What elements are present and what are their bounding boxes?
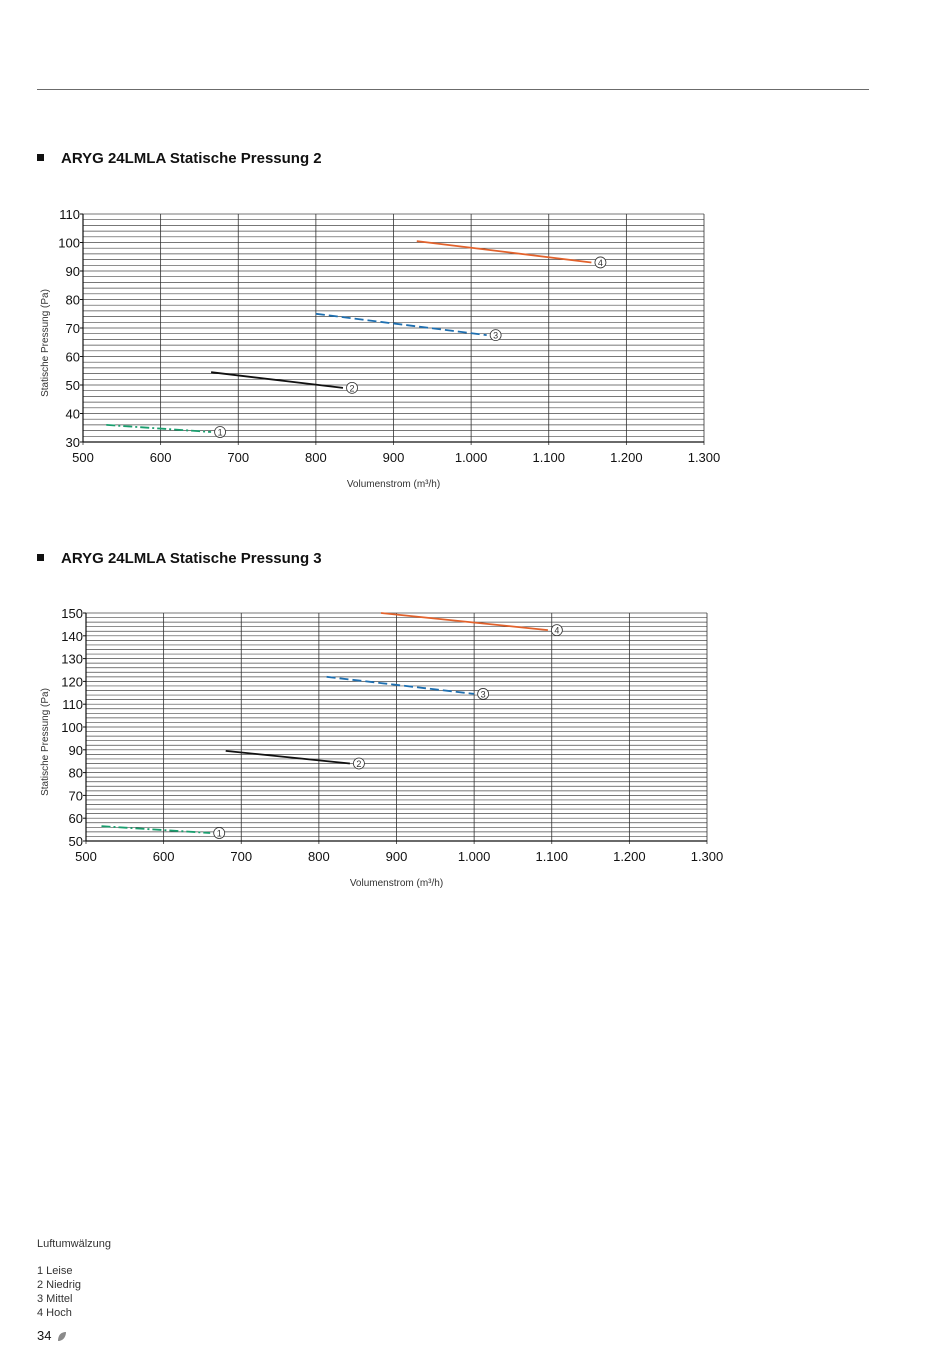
- chart-1: [40, 207, 720, 490]
- x-tick-label: 1.100: [532, 450, 566, 465]
- y-tick-label: 70: [68, 788, 83, 804]
- y-tick-label: 30: [65, 435, 80, 450]
- legend-item-4: 4 Hoch: [37, 1307, 72, 1319]
- y-tick-label: 120: [61, 674, 83, 690]
- legend: [37, 1237, 111, 1320]
- x-axis-label: Volumenstrom (m³/h): [346, 479, 441, 490]
- y-tick-label: 110: [59, 207, 80, 222]
- series-line-4: [381, 613, 548, 630]
- legend-item-3: 3 Mittel: [37, 1293, 73, 1305]
- x-tick-label: 1.200: [613, 849, 646, 864]
- series-label-4: 4: [597, 257, 603, 268]
- y-tick-label: 60: [68, 811, 83, 827]
- series-label-2: 2: [349, 383, 355, 394]
- x-tick-label: 1.000: [457, 849, 491, 864]
- y-tick-label: 80: [68, 765, 83, 781]
- series-line-2: [226, 751, 350, 764]
- section-title-2: ARYG 24LMLA Statische Pressung 3: [37, 550, 322, 567]
- y-tick-label: 40: [65, 406, 80, 422]
- y-tick-label: 90: [68, 742, 83, 758]
- x-tick-label: 1.300: [687, 450, 721, 465]
- page-number: 34: [37, 1328, 52, 1343]
- series-line-2: [211, 372, 343, 388]
- y-tick-label: 130: [61, 651, 83, 667]
- x-tick-label: 800: [305, 450, 327, 465]
- x-tick-label: 700: [227, 450, 250, 465]
- page-footer: [37, 1328, 67, 1343]
- series-label-2: 2: [356, 758, 362, 769]
- x-tick-label: 1.200: [610, 450, 643, 465]
- x-tick-label: 1.100: [535, 849, 569, 864]
- y-tick-label: 150: [61, 606, 83, 621]
- series-line-3: [327, 677, 475, 694]
- section-title-1: ARYG 24LMLA Statische Pressung 2: [37, 150, 322, 167]
- legend-item-1: 1 Leise: [37, 1265, 73, 1277]
- legend-title: Luftumwälzung: [37, 1238, 111, 1250]
- y-tick-label: 100: [61, 720, 83, 735]
- x-tick-label: 800: [308, 849, 330, 864]
- series-label-1: 1: [217, 427, 223, 438]
- x-tick-label: 500: [72, 450, 94, 465]
- legend-item-2: 2 Niedrig: [37, 1279, 82, 1291]
- y-tick-label: 140: [61, 628, 83, 644]
- y-tick-label: 110: [62, 697, 83, 713]
- x-tick-label: 900: [385, 849, 408, 864]
- y-tick-label: 60: [65, 349, 80, 365]
- y-tick-label: 50: [68, 834, 83, 849]
- x-tick-label: 1.000: [454, 450, 488, 465]
- y-tick-label: 50: [65, 378, 80, 393]
- x-tick-label: 500: [75, 849, 97, 864]
- x-tick-label: 700: [230, 849, 253, 864]
- leaf-icon: [57, 1331, 67, 1342]
- y-axis-label: Statische Pressung (Pa): [40, 688, 51, 796]
- x-tick-label: 900: [382, 450, 405, 465]
- x-axis-label: Volumenstrom (m³/h): [349, 878, 444, 889]
- y-tick-label: 80: [65, 292, 80, 308]
- y-tick-label: 100: [58, 235, 80, 251]
- y-tick-label: 70: [65, 321, 80, 336]
- x-tick-label: 1.300: [690, 849, 724, 864]
- x-tick-label: 600: [149, 450, 172, 465]
- series-label-1: 1: [216, 828, 222, 839]
- x-tick-label: 600: [152, 849, 175, 864]
- series-label-3: 3: [493, 330, 499, 341]
- chart-2: [40, 606, 723, 889]
- y-tick-label: 90: [65, 264, 80, 279]
- series-line-3: [316, 314, 487, 335]
- series-label-3: 3: [480, 689, 486, 700]
- series-label-4: 4: [554, 625, 560, 636]
- y-axis-label: Statische Pressung (Pa): [40, 289, 51, 397]
